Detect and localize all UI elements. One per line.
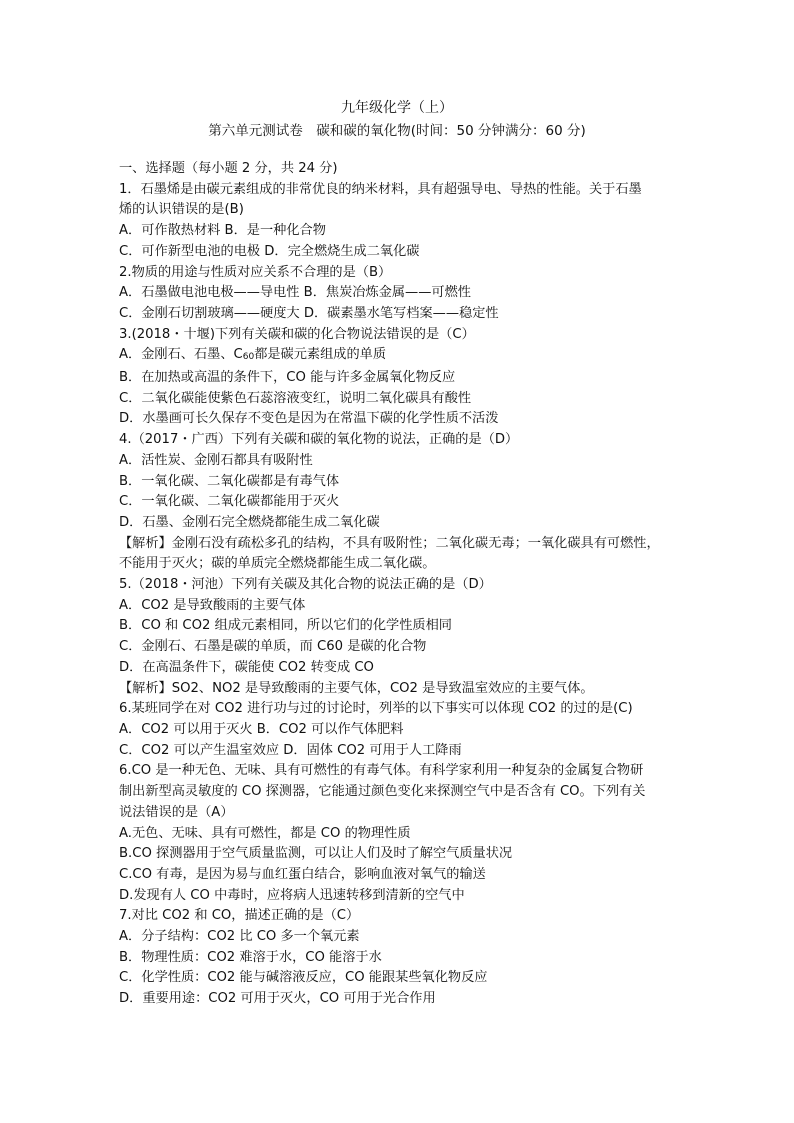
document-title: 九年级化学（上） — [341, 100, 453, 116]
text-line: C．金刚石、石墨是碳的单质，而 C60 是碳的化合物 — [119, 639, 427, 655]
text-line: A．活性炭、金刚石都具有吸附性 — [119, 452, 313, 468]
text-line: 3.(2018・十堰)下列有关碳和碳的化合物说法错误的是（C） — [119, 326, 475, 342]
text-line: C.CO 有毒，是因为易与血红蛋白结合，影响血液对氧气的输送 — [119, 866, 486, 882]
text-line: 不能用于灭火；碳的单质完全燃烧都能生成二氧化碳。 — [119, 556, 436, 572]
text-line: A．CO2 是导致酸雨的主要气体 — [119, 597, 306, 613]
option-text: 都是碳元素组成的单质 — [254, 347, 387, 363]
text-line: 烯的认识错误的是(B) — [119, 202, 244, 218]
text-line: C．CO2 可以产生温室效应 D．固体 CO2 可用于人工降雨 — [119, 742, 462, 758]
text-line: 1．石墨烯是由碳元素组成的非常优良的纳米材料，具有超强导电、导热的性能。关于石墨 — [119, 181, 642, 197]
option-text: A．金刚石、石墨、C — [119, 347, 243, 363]
text-line: A．分子结构：CO2 比 CO 多一个氧元素 — [119, 929, 360, 945]
text-line: 4.（2017・广西）下列有关碳和碳的氧化物的说法，正确的是（D） — [119, 432, 519, 448]
text-line: 7.对比 CO2 和 CO，描述正确的是（C） — [119, 908, 360, 924]
text-line: A.无色、无味、具有可燃性，都是 CO 的物理性质 — [119, 825, 411, 841]
text-line: C．金刚石切割玻璃——硬度大 D．碳素墨水笔写档案——稳定性 — [119, 305, 499, 321]
text-line: D．重要用途：CO2 可用于灭火，CO 可用于光合作用 — [119, 991, 436, 1007]
text-line: B．一氧化碳、二氧化碳都是有毒气体 — [119, 473, 340, 489]
text-line: B．在加热或高温的条件下，CO 能与许多金属氧化物反应 — [119, 370, 456, 386]
text-line: C．二氧化碳能使紫色石蕊溶液变红，说明二氧化碳具有酸性 — [119, 390, 472, 406]
question-body — [119, 159, 679, 1010]
text-line: A．石墨做电池电极——导电性 B．焦炭冶炼金属——可燃性 — [119, 285, 471, 301]
text-line: D．水墨画可长久保存不变色是因为在常温下碳的化学性质不活泼 — [119, 411, 499, 427]
text-line: C．可作新型电池的电极 D．完全燃烧生成二氧化碳 — [119, 243, 420, 259]
text-line: D．石墨、金刚石完全燃烧都能生成二氧化碳 — [119, 514, 380, 530]
text-line: D.发现有人 CO 中毒时，应将病人迅速转移到清新的空气中 — [119, 887, 465, 903]
text-line: 6.CO 是一种无色、无味、具有可燃性的有毒气体。有科学家利用一种复杂的金属复合物研 — [119, 763, 644, 779]
text-line: A．CO2 可以用于灭火 B．CO2 可以作气体肥料 — [119, 721, 404, 737]
text-line: D．在高温条件下，碳能使 CO2 转变成 CO — [119, 659, 374, 675]
section-heading: 一、选择题（每小题 2 分，共 24 分) — [119, 161, 338, 176]
text-line: 说法错误的是（A） — [119, 804, 234, 820]
text-line: A．可作散热材料 B．是一种化合物 — [119, 223, 326, 239]
text-line-with-subscript — [119, 345, 679, 368]
text-line: B．物理性质：CO2 难溶于水，CO 能溶于水 — [119, 949, 382, 965]
text-line: B.CO 探测器用于空气质量监测，可以让人们及时了解空气质量状况 — [119, 846, 513, 862]
text-line: B．CO 和 CO2 组成元素相同，所以它们的化学性质相同 — [119, 618, 452, 634]
document-subtitle: 第六单元测试卷 碳和碳的氧化物(时间：50 分钟满分：60 分) — [208, 123, 586, 139]
text-line: 2.物质的用途与性质对应关系不合理的是（B） — [119, 264, 392, 280]
text-line: 5.（2018・河池）下列有关碳及其化合物的说法正确的是（D） — [119, 577, 492, 593]
text-line: 制出新型高灵敏度的 CO 探测器，它能通过颜色变化来探测空气中是否含有 CO。下列有关 — [119, 784, 646, 800]
text-line: 【解析】金刚石没有疏松多孔的结构，不具有吸附性；二氧化碳无毒；一氧化碳具有可燃性， — [119, 535, 660, 551]
text-line: 6.某班同学在对 CO2 进行功与过的讨论时，列举的以下事实可以体现 CO2 的过的是(C) — [119, 701, 633, 717]
text-line: C．化学性质：CO2 能与碱溶液反应，CO 能跟某些氧化物反应 — [119, 970, 488, 986]
subscript: 60 — [242, 352, 255, 363]
text-line: 【解析】SO2、NO2 是导致酸雨的主要气体，CO2 是导致温室效应的主要气体。 — [119, 680, 594, 696]
text-line: C．一氧化碳、二氧化碳都能用于灭火 — [119, 494, 340, 510]
